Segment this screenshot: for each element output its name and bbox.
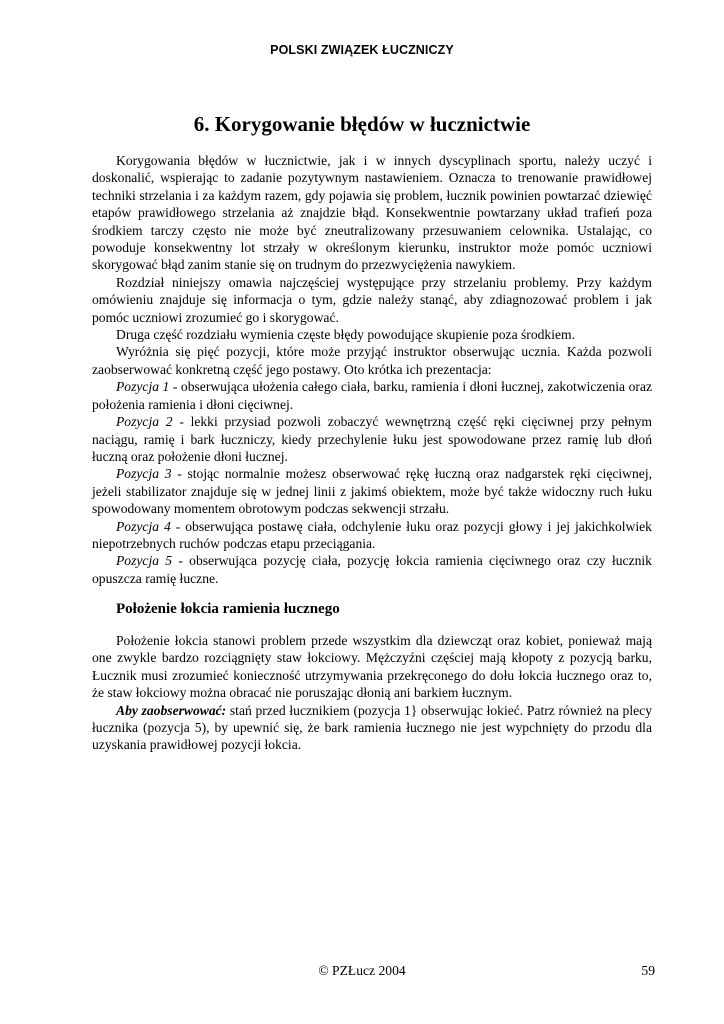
footer-copyright: © PZŁucz 2004 xyxy=(318,963,406,978)
position-item xyxy=(92,413,652,465)
position-text: - obserwująca ułożenia całego ciała, barku, ramienia i dłoni łucznej, zakotwiczenia oraz położenia ramienia i dłoni cięciwnej. xyxy=(92,379,652,412)
observe-paragraph xyxy=(92,702,652,754)
position-text: - lekki przysiad pozwoli zobaczyć wewnętrzną część ręki cięciwnej przy pełnym naciągu, ramię i bark łuczniczy, kiedy przechylenie łuku jest spowodowane przez ramię lub dłoń łuczną oraz położenie dłoni łucznej. xyxy=(92,414,652,464)
position-label: Pozycja 3 xyxy=(116,466,172,482)
intro-paragraph: Druga część rozdziału wymienia częste błędy powodujące skupienie poza środkiem. xyxy=(116,327,575,343)
position-item xyxy=(92,378,652,413)
position-label: Pozycja 2 xyxy=(116,414,173,430)
intro-section xyxy=(92,152,652,587)
observe-label: Aby zaobserwować: xyxy=(116,702,227,718)
elbow-section xyxy=(92,632,652,754)
position-item xyxy=(92,465,652,517)
position-text: - obserwująca postawę ciała, odchylenie łuku oraz pozycji głowy i jej jakichkolwiek niepotrzebnych ruchów podczas etapu przeciągania. xyxy=(92,518,652,551)
document-header: POLSKI ZWIĄZEK ŁUCZNICZY xyxy=(270,43,454,57)
intro-paragraph: Korygowania błędów w łucznictwie, jak i w innych dyscyplinach sportu, należy uczyć i doskonalić, wspierając to zadanie pozytywnym nastawieniem. Oznacza to trenowanie prawidłowej techniki strzelania i za każdym razem, gdy pojawia się problem, łucznik powinien powtarzać dziewięć etapów prawidłowego strzelania aż znajdzie błąd. Konsekwentnie powtarzany układ trafień poza środkiem tarczy często nie może być zneutralizowany przesuwaniem celownika. Ustalając, co powoduje konsekwentny lot strzały w określonym kierunku, instruktor może pomóc uczniowi skorygować błąd zanim stanie się on trudnym do przezwyciężenia nawykiem. xyxy=(92,153,652,273)
position-item xyxy=(92,552,652,587)
chapter-title: 6. Korygowanie błędów w łucznictwie xyxy=(193,112,531,136)
intro-paragraph: Wyróżnia się pięć pozycji, które może przyjąć instruktor obserwując ucznia. Każda pozwoli zaobserwować konkretną część jego postawy. Oto krótka ich prezentacja: xyxy=(92,344,652,377)
intro-paragraph: Rozdział niniejszy omawia najczęściej występujące przy strzelaniu problemy. Przy każdym omówieniu znajduje się informacja o tym, gdzie należy stanąć, aby zdiagnozować problem i jak pomóc uczniowi zrozumieć go i skorygować. xyxy=(92,274,652,325)
position-label: Pozycja 5 xyxy=(116,553,173,569)
observe-text: stań przed łucznikiem (pozycja 1} obserwując łokieć. Patrz również na plecy łucznika (pozycja 5), by upewnić się, że bark ramienia łucznego nie jest wypchnięty do przodu dla uzyskania prawidłowej pozycji łokcia. xyxy=(92,702,652,753)
position-label: Pozycja 1 xyxy=(116,379,170,395)
position-text: - obserwująca pozycję ciała, pozycję łokcia ramienia cięciwnego oraz czy łucznik opuszcza ramię łuczne. xyxy=(92,553,652,586)
position-item xyxy=(92,518,652,553)
position-text: - stojąc normalnie możesz obserwować rękę łuczną oraz nadgarstek ręki cięciwnej, jeżeli stabilizator znajduje się w jednej linii z jakimś obiektem, może być także widoczny ruch łuku spowodowany momentem obrotowym podczas sekwencji strzału. xyxy=(92,466,652,517)
position-label: Pozycja 4 xyxy=(116,518,171,534)
section-heading: Położenie łokcia ramienia łucznego xyxy=(116,601,340,617)
page-number: 59 xyxy=(641,963,655,978)
section-paragraph: Położenie łokcia stanowi problem przede wszystkim dla dziewcząt oraz kobiet, ponieważ mają one zwykle bardzo rozciągnięty staw łokciowy. Mężczyźni częściej mają kłopoty z pozycją barku, Łucznik musi zrozumieć konieczność utrzymywania przekręconego do dołu łokcia łucznego oraz to, że staw łokciowy można obracać nie poruszając dłonią ani barkiem łucznym. xyxy=(92,633,652,701)
